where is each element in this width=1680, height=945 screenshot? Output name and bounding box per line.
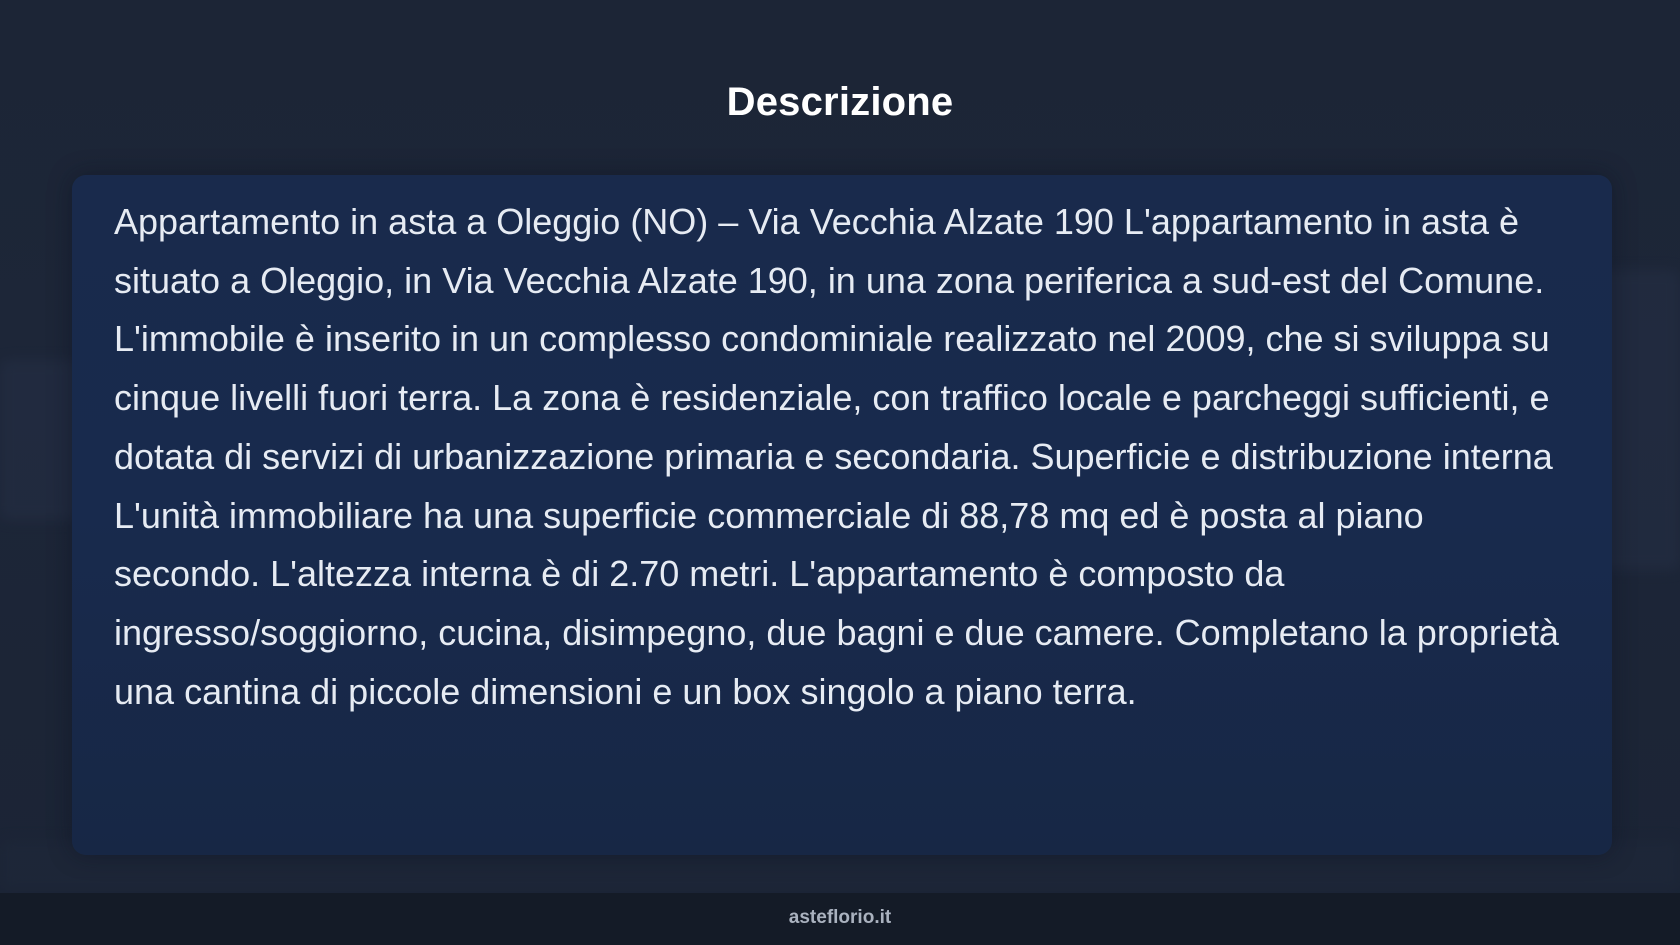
description-card [72,175,1612,855]
background-panel [0,360,80,520]
footer-brand[interactable]: asteflorio.it [788,907,892,928]
footer [0,893,1680,945]
page-title: Descrizione [726,80,954,124]
description-text: Appartamento in asta a Oleggio (NO) – Via Vecchia Alzate 190 L'appartamento in asta è situato a Oleggio, in Via Vecchia Alzate 190, in una zona periferica a sud-est del Comune. L'immobile è inserito in un complesso condominiale realizzato nel 2009, che si sviluppa su cinque livelli fuori terra. La zona è residenziale, con traffico locale e parcheggi sufficienti, e dotata di servizi di urbanizzazione primaria e secondaria. Superficie e distribuzione interna L'unità immobiliare ha una superficie commerciale di 88,78 mq ed è posta al piano secondo. L'altezza interna è di 2.70 metri. L'appartamento è composto da ingresso/soggiorno, cucina, disimpegno, due bagni e due camere. Completano la proprietà una cantina di piccole dimensioni e un box singolo a piano terra. [114,201,1559,712]
